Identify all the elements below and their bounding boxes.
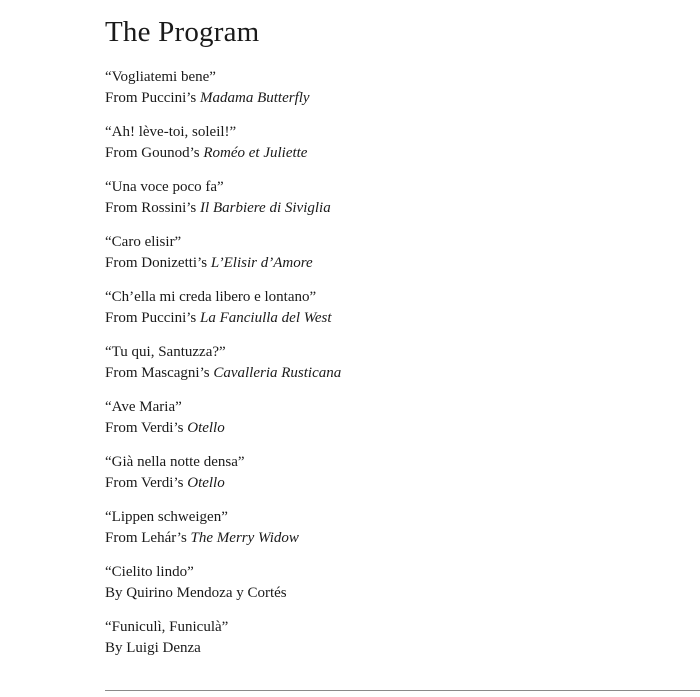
song-title: “Ah! lève-toi, soleil!” (105, 124, 237, 140)
program-section (105, 14, 665, 672)
song-source (105, 528, 665, 549)
program-item (105, 177, 665, 218)
song-source (105, 308, 665, 329)
song-source (105, 253, 665, 274)
song-source (105, 198, 665, 219)
source-prefix: From Rossini’s (105, 199, 201, 216)
source-prefix: From Mascagni’s (105, 364, 214, 381)
song-source (105, 88, 665, 109)
song-title: “Vogliatemi bene” (105, 69, 216, 85)
song-title: “Cielito lindo” (105, 564, 194, 580)
source-prefix: From Verdi’s (105, 474, 188, 491)
song-title: “Lippen schweigen” (105, 509, 228, 525)
opera-title: Madama Butterfly (200, 89, 310, 106)
opera-title: Cavalleria Rusticana (213, 364, 342, 381)
composer-credit: By Luigi Denza (105, 639, 201, 656)
song-source (105, 143, 665, 164)
song-title: “Già nella notte densa” (105, 454, 245, 470)
opera-title: The Merry Widow (190, 529, 299, 546)
song-title: “Caro elisir” (105, 234, 182, 250)
source-prefix: From Gounod’s (105, 144, 204, 161)
opera-title: L’Elisir d’Amore (210, 254, 313, 271)
opera-title: Otello (187, 419, 225, 436)
song-title: “Una voce poco fa” (105, 179, 224, 195)
source-prefix: From Lehár’s (105, 529, 191, 546)
source-prefix: From Puccini’s (105, 309, 201, 326)
opera-title: La Fanciulla del West (200, 309, 332, 326)
program-item (105, 397, 665, 438)
program-item (105, 507, 665, 548)
song-title: “Ave Maria” (105, 399, 182, 415)
program-item (105, 342, 665, 383)
program-item (105, 122, 665, 163)
opera-title: Otello (187, 474, 225, 491)
program-item (105, 287, 665, 328)
opera-title: Il Barbiere di Siviglia (200, 199, 331, 216)
song-title: “Ch’ella mi creda libero e lontano” (105, 289, 317, 305)
song-source (105, 418, 665, 439)
song-title: “Tu qui, Santuzza?” (105, 344, 226, 360)
program-item (105, 562, 665, 603)
program-item (105, 617, 665, 658)
page-title: The Program (105, 16, 260, 48)
song-source (105, 363, 665, 384)
song-source (105, 583, 665, 604)
source-prefix: From Verdi’s (105, 419, 188, 436)
song-source (105, 473, 665, 494)
song-source (105, 638, 665, 659)
opera-title: Roméo et Juliette (203, 144, 308, 161)
source-prefix: From Donizetti’s (105, 254, 211, 271)
divider (105, 690, 700, 691)
program-item (105, 452, 665, 493)
composer-credit: By Quirino Mendoza y Cortés (105, 584, 287, 601)
song-title: “Funiculì, Funiculà” (105, 619, 229, 635)
program-item (105, 232, 665, 273)
source-prefix: From Puccini’s (105, 89, 201, 106)
program-item (105, 67, 665, 108)
